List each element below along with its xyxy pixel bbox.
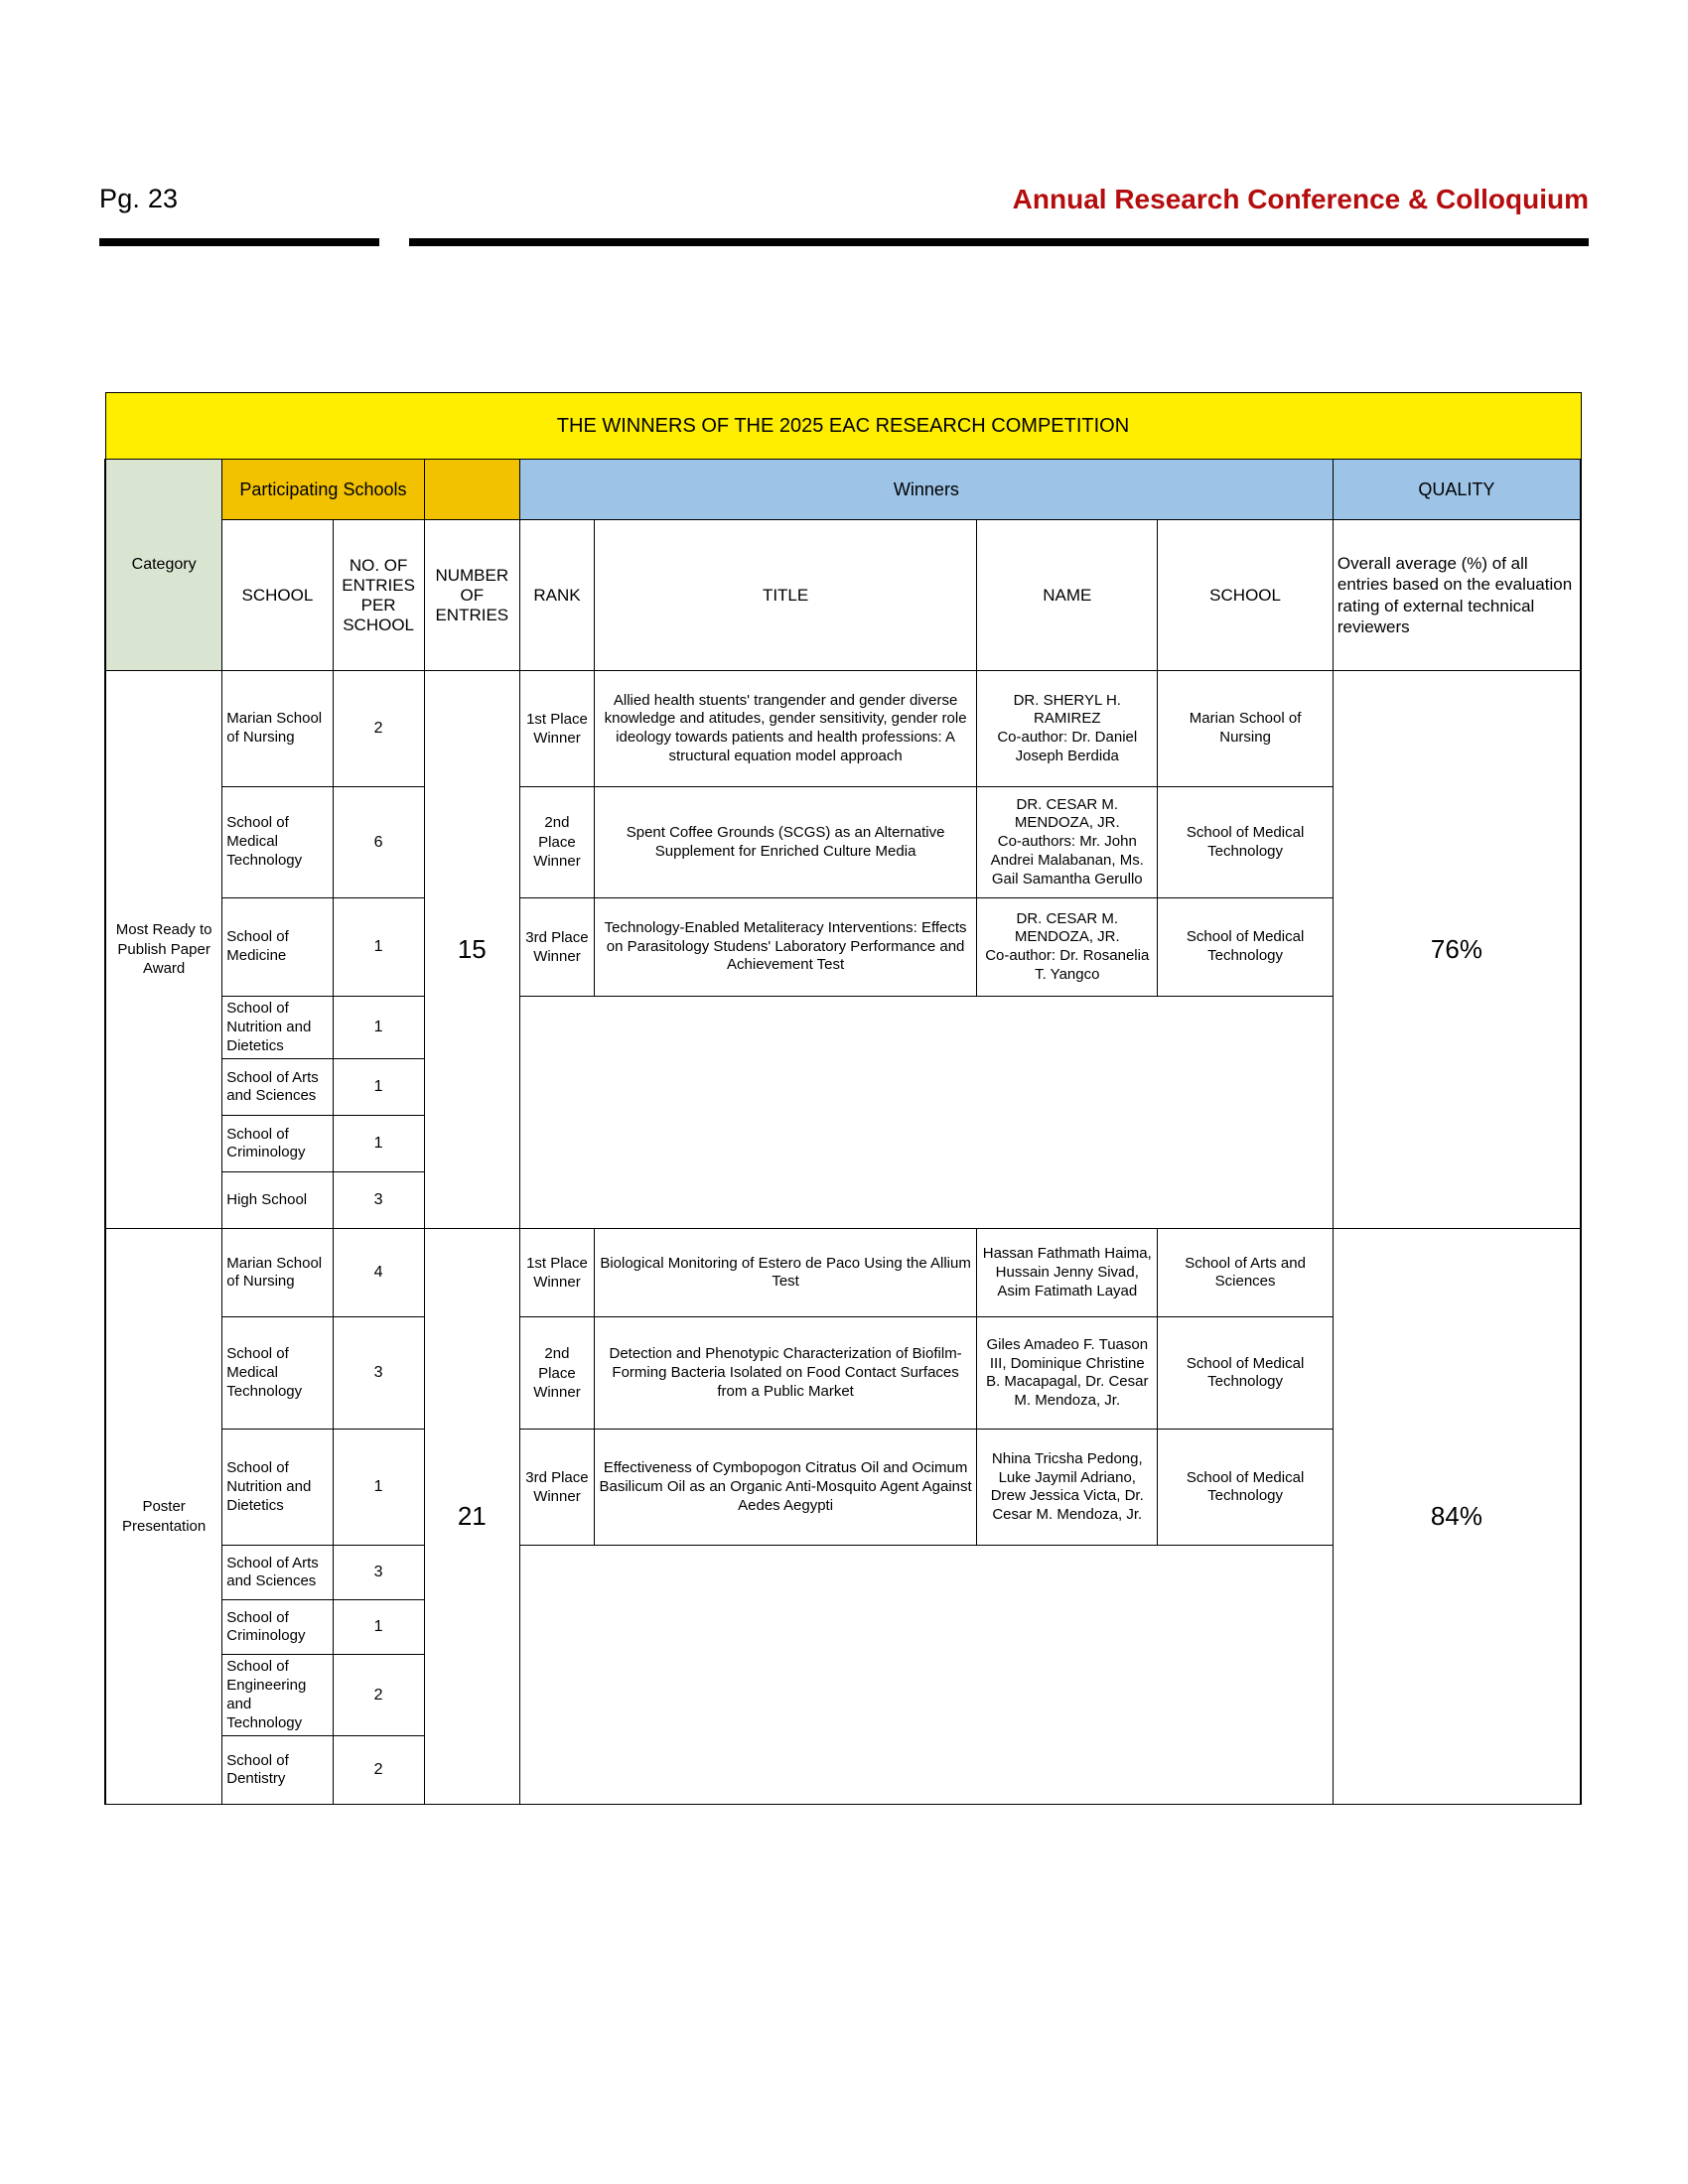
school-name-cell: School of Criminology	[222, 1116, 333, 1172]
winner-title-cell: Technology-Enabled Metaliteracy Interventions: Effects on Parasitology Studens' Laboratory Performance and Achievement Test	[594, 898, 976, 997]
winner-rank-cell: 1st Place Winner	[519, 671, 594, 787]
page-header	[99, 184, 1589, 253]
school-name-cell: School of Medical Technology	[222, 1317, 333, 1430]
school-name-cell: Marian School of Nursing	[222, 1229, 333, 1317]
column-header-row	[105, 520, 1581, 671]
quality-percent-cell: 76%	[1333, 671, 1581, 1229]
colhead-title: TITLE	[594, 520, 976, 671]
school-entries-cell: 1	[333, 1116, 424, 1172]
school-name-cell: School of Dentistry	[222, 1736, 333, 1805]
table-row	[105, 1229, 1581, 1317]
school-entries-cell: 6	[333, 787, 424, 898]
school-name-cell: High School	[222, 1172, 333, 1229]
school-name-cell: School of Arts and Sciences	[222, 1059, 333, 1116]
header-participating-schools: Participating Schools	[222, 460, 424, 520]
winner-name-cell: DR. CESAR M. MENDOZA, JR. Co-authors: Mr. John Andrei Malabanan, Ms. Gail Samantha Gerullo	[977, 787, 1158, 898]
school-name-cell: School of Criminology	[222, 1600, 333, 1655]
winners-table	[104, 392, 1582, 1805]
group-header-row	[105, 460, 1581, 520]
colhead-school: SCHOOL	[222, 520, 333, 671]
winner-name-cell: Hassan Fathmath Haima, Hussain Jenny Sivad, Asim Fatimath Layad	[977, 1229, 1158, 1317]
winner-school-cell: School of Medical Technology	[1158, 787, 1334, 898]
school-name-cell: School of Arts and Sciences	[222, 1546, 333, 1600]
winner-name-cell: DR. SHERYL H. RAMIREZ Co-author: Dr. Daniel Joseph Berdida	[977, 671, 1158, 787]
colhead-rank: RANK	[519, 520, 594, 671]
table-title-row	[105, 393, 1581, 460]
category-cell: Most Ready to Publish Paper Award	[105, 671, 222, 1229]
empty-winner-area	[519, 997, 1333, 1229]
winner-title-cell: Spent Coffee Grounds (SCGS) as an Alternative Supplement for Enriched Culture Media	[594, 787, 976, 898]
colhead-entries-per-school: NO. OF ENTRIES PER SCHOOL	[333, 520, 424, 671]
school-entries-cell: 3	[333, 1172, 424, 1229]
school-entries-cell: 1	[333, 1430, 424, 1546]
winner-title-cell: Biological Monitoring of Estero de Paco Using the Allium Test	[594, 1229, 976, 1317]
total-entries-cell: 21	[424, 1229, 519, 1805]
empty-winner-area	[519, 1546, 1333, 1805]
winner-school-cell: School of Medical Technology	[1158, 1317, 1334, 1430]
colhead-number-of-entries: NUMBER OF ENTRIES	[424, 520, 519, 671]
school-entries-cell: 3	[333, 1546, 424, 1600]
colhead-name: NAME	[977, 520, 1158, 671]
quality-percent-cell: 84%	[1333, 1229, 1581, 1805]
school-entries-cell: 1	[333, 1600, 424, 1655]
winner-school-cell: School of Medical Technology	[1158, 1430, 1334, 1546]
winner-title-cell: Allied health stuents' trangender and gender diverse knowledge and atitudes, gender sensitivity, gender role ideology towards patients and health professions: A structural equation model approach	[594, 671, 976, 787]
header-winners: Winners	[519, 460, 1333, 520]
winner-rank-cell: 1st Place Winner	[519, 1229, 594, 1317]
header-participating-spacer	[424, 460, 519, 520]
document-title: Annual Research Conference & Colloquium	[1012, 184, 1589, 214]
winner-rank-cell: 2nd Place Winner	[519, 1317, 594, 1430]
school-entries-cell: 1	[333, 898, 424, 997]
school-entries-cell: 3	[333, 1317, 424, 1430]
winner-school-cell: School of Medical Technology	[1158, 898, 1334, 997]
school-name-cell: School of Medicine	[222, 898, 333, 997]
school-name-cell: School of Engineering and Technology	[222, 1655, 333, 1736]
school-name-cell: School of Medical Technology	[222, 787, 333, 898]
winner-name-cell: DR. CESAR M. MENDOZA, JR. Co-author: Dr. Rosanelia T. Yangco	[977, 898, 1158, 997]
winner-title-cell: Effectiveness of Cymbopogon Citratus Oil and Ocimum Basilicum Oil as an Organic Anti-Mosquito Agent Against Aedes Aegypti	[594, 1430, 976, 1546]
school-entries-cell: 2	[333, 1655, 424, 1736]
school-name-cell: School of Nutrition and Dietetics	[222, 997, 333, 1059]
winner-rank-cell: 3rd Place Winner	[519, 898, 594, 997]
category-cell: Poster Presentation	[105, 1229, 222, 1805]
winner-rank-cell: 3rd Place Winner	[519, 1430, 594, 1546]
header-quality: QUALITY	[1333, 460, 1581, 520]
header-rule-left	[99, 238, 379, 246]
winner-name-cell: Giles Amadeo F. Tuason III, Dominique Christine B. Macapagal, Dr. Cesar M. Mendoza, Jr.	[977, 1317, 1158, 1430]
header-category: Category	[105, 460, 222, 671]
winner-school-cell: Marian School of Nursing	[1158, 671, 1334, 787]
table-row	[105, 671, 1581, 787]
school-entries-cell: 1	[333, 1059, 424, 1116]
winners-table-container	[104, 392, 1582, 1805]
school-name-cell: Marian School of Nursing	[222, 671, 333, 787]
school-name-cell: School of Nutrition and Dietetics	[222, 1430, 333, 1546]
school-entries-cell: 2	[333, 671, 424, 787]
winner-rank-cell: 2nd Place Winner	[519, 787, 594, 898]
table-title: THE WINNERS OF THE 2025 EAC RESEARCH COMPETITION	[105, 393, 1581, 460]
winner-title-cell: Detection and Phenotypic Characterization of Biofilm-Forming Bacteria Isolated on Food Contact Surfaces from a Public Market	[594, 1317, 976, 1430]
colhead-winner-school: SCHOOL	[1158, 520, 1334, 671]
school-entries-cell: 4	[333, 1229, 424, 1317]
colhead-quality-description: Overall average (%) of all entries based on the evaluation rating of external technical reviewers	[1333, 520, 1581, 671]
winner-school-cell: School of Arts and Sciences	[1158, 1229, 1334, 1317]
page-number-label: Pg. 23	[99, 184, 179, 213]
header-rule-right	[409, 238, 1589, 246]
school-entries-cell: 2	[333, 1736, 424, 1805]
winner-name-cell: Nhina Tricsha Pedong, Luke Jaymil Adriano, Drew Jessica Victa, Dr. Cesar M. Mendoza, Jr.	[977, 1430, 1158, 1546]
total-entries-cell: 15	[424, 671, 519, 1229]
school-entries-cell: 1	[333, 997, 424, 1059]
